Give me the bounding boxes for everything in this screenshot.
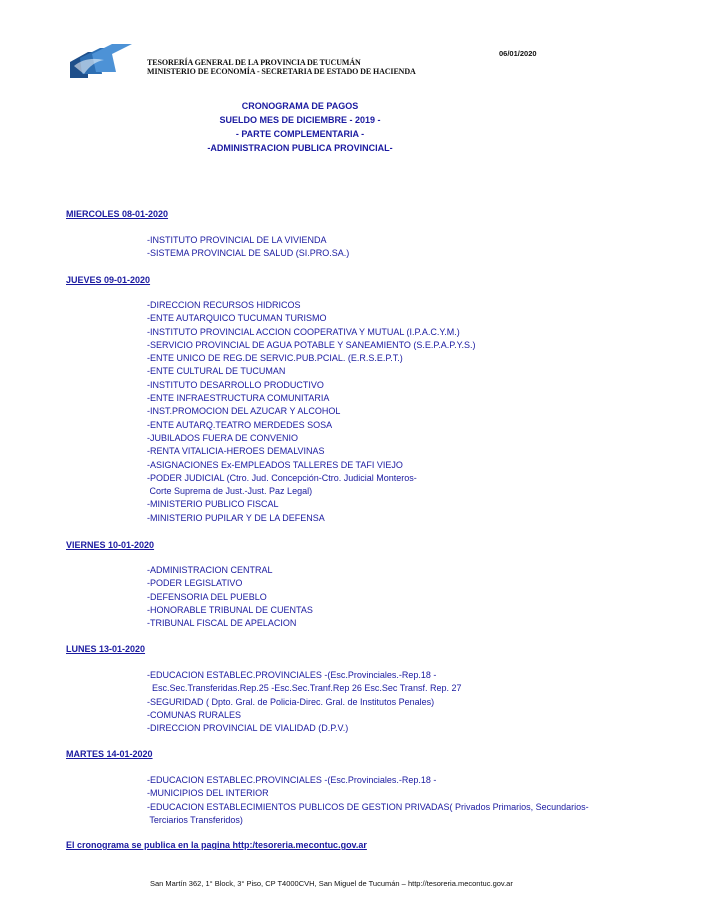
list-item: -TRIBUNAL FISCAL DE APELACION [147, 618, 297, 629]
list-item: -ENTE UNICO DE REG.DE SERVIC.PUB.PCIAL. (E.R.S.E.P.T.) [147, 353, 403, 364]
footer-address: San Martín 362, 1° Block, 3° Piso, CP T4000CVH, San Miguel de Tucumán – http://tesoreria.mecontuc.gov.ar [150, 879, 513, 888]
day-items-viernes [147, 564, 313, 630]
list-item: -DIRECCION PROVINCIAL DE VIALIDAD (D.P.V.) [147, 723, 349, 734]
list-item: -ADMINISTRACION CENTRAL [147, 565, 273, 575]
day-heading-miercoles: MIERCOLES 08-01-2020 [66, 209, 169, 219]
document-title-block [150, 99, 450, 155]
list-item: -DIRECCION RECURSOS HIDRICOS [147, 300, 301, 310]
day-heading-lunes: LUNES 13-01-2020 [66, 644, 146, 654]
day-heading-viernes: VIERNES 10-01-2020 [66, 540, 155, 550]
list-item: -EDUCACION ESTABLECIMIENTOS PUBLICOS DE GESTION PRIVADAS( Privados Primarios, Secundarios- [147, 801, 589, 812]
list-item: -EDUCACION ESTABLEC.PROVINCIALES -(Esc.Provinciales.-Rep.18 - [147, 775, 437, 785]
list-item: -MINISTERIO PUPILAR Y DE LA DEFENSA [147, 512, 325, 523]
list-item: -PODER LEGISLATIVO [147, 578, 243, 589]
list-item: -INSTITUTO DESARROLLO PRODUCTIVO [147, 379, 324, 390]
list-item: -HONORABLE TRIBUNAL DE CUENTAS [147, 604, 313, 615]
org-name: TESORERÍA GENERAL DE LA PROVINCIA DE TUCUMÁN [147, 58, 361, 67]
list-item-continuation: Esc.Sec.Transferidas.Rep.25 -Esc.Sec.Tranf.Rep 26 Esc.Sec Transf. Rep. 27 [147, 683, 462, 694]
publication-link[interactable]: El cronograma se publica en la pagina http:/tesoreria.mecontuc.gov.ar [66, 840, 367, 850]
title-line: CRONOGRAMA DE PAGOS [241, 101, 359, 111]
day-items-martes [147, 774, 589, 827]
list-item: -MINISTERIO PUBLICO FISCAL [147, 499, 279, 510]
list-item: -ASIGNACIONES Ex-EMPLEADOS TALLERES DE TAFI VIEJO [147, 459, 403, 470]
list-item-continuation: Terciarios Transferidos) [147, 814, 243, 825]
list-item: -ENTE AUTARQ.TEATRO MERDEDES SOSA [147, 419, 333, 430]
day-items-miercoles [147, 234, 349, 261]
tesoreria-logo [66, 44, 134, 86]
list-item: -INSTITUTO PROVINCIAL DE LA VIVIENDA [147, 235, 327, 245]
organization-header [147, 59, 416, 76]
list-item: -PODER JUDICIAL (Ctro. Jud. Concepción-Ctro. Judicial Monteros- [147, 472, 417, 483]
list-item: -JUBILADOS FUERA DE CONVENIO [147, 432, 299, 443]
list-item: -EDUCACION ESTABLEC.PROVINCIALES -(Esc.Provinciales.-Rep.18 - [147, 670, 437, 680]
list-item: -ENTE AUTARQUICO TUCUMAN TURISMO [147, 313, 327, 324]
title-line: - PARTE COMPLEMENTARIA - [235, 129, 365, 139]
day-heading-jueves: JUEVES 09-01-2020 [66, 275, 151, 285]
title-line: SUELDO MES DE DICIEMBRE - 2019 - [219, 115, 381, 125]
title-line: -ADMINISTRACION PUBLICA PROVINCIAL- [207, 143, 393, 153]
document-date: 06/01/2020 [499, 49, 537, 58]
list-item: -RENTA VITALICIA-HEROES DEMALVINAS [147, 446, 325, 457]
list-item-continuation: Corte Suprema de Just.-Just. Paz Legal) [147, 486, 313, 497]
list-item: -DEFENSORIA DEL PUEBLO [147, 591, 267, 602]
list-item: -SEGURIDAD ( Dpto. Gral. de Policia-Direc. Gral. de Institutos Penales) [147, 696, 435, 707]
list-item: -ENTE CULTURAL DE TUCUMAN [147, 366, 286, 377]
list-item: -MUNICIPIOS DEL INTERIOR [147, 788, 269, 799]
day-heading-martes: MARTES 14-01-2020 [66, 749, 153, 759]
list-item: -COMUNAS RURALES [147, 709, 242, 720]
list-item: -INST.PROMOCION DEL AZUCAR Y ALCOHOL [147, 406, 341, 417]
day-items-lunes [147, 669, 461, 735]
list-item: -ENTE INFRAESTRUCTURA COMUNITARIA [147, 393, 330, 404]
list-item: -SERVICIO PROVINCIAL DE AGUA POTABLE Y SANEAMIENTO (S.E.P.A.P.Y.S.) [147, 339, 476, 350]
day-items-jueves [147, 299, 475, 525]
ministry-name: MINISTERIO DE ECONOMÍA - SECRETARIA DE ESTADO DE HACIENDA [147, 66, 416, 76]
list-item: -SISTEMA PROVINCIAL DE SALUD (SI.PRO.SA.) [147, 248, 350, 259]
list-item: -INSTITUTO PROVINCIAL ACCION COOPERATIVA Y MUTUAL (I.P.A.C.Y.M.) [147, 326, 460, 337]
